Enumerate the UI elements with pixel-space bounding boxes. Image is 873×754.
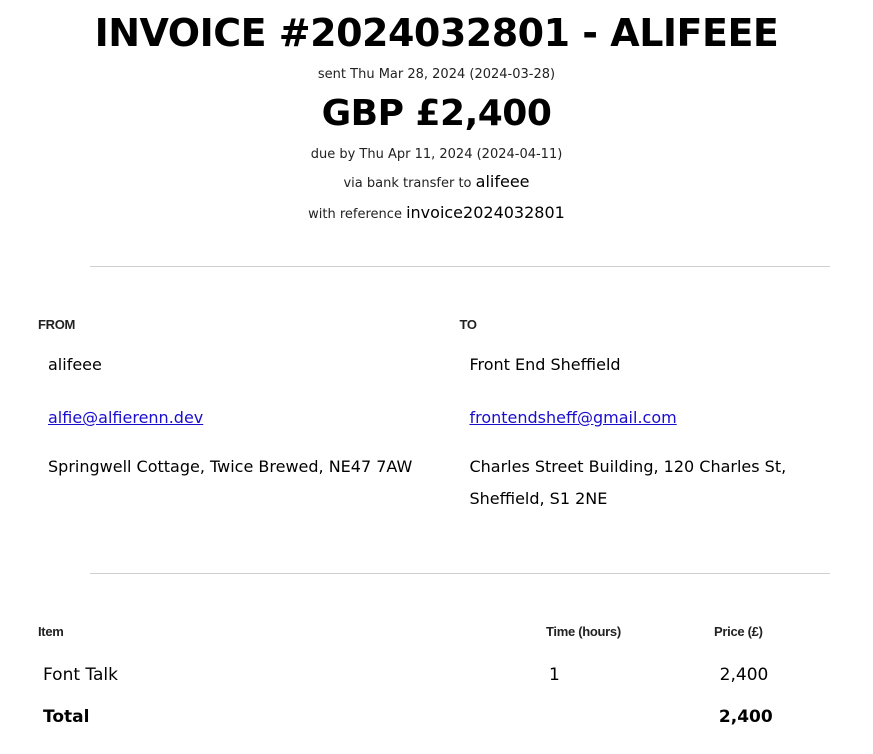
row-price: 2,400 [719,665,769,685]
divider-top [90,266,830,267]
divider-middle [90,573,830,574]
to-email-link[interactable]: frontendsheff@gmail.com [469,408,677,427]
parties-section [38,315,858,515]
from-heading: FROM [38,317,76,332]
total-row [38,706,838,728]
payment-account: alifeee [475,172,530,191]
header-item: Item [38,624,64,639]
to-party [459,315,858,515]
to-address: Charles Street Building, 120 Charles St, Sheffield, S1 2NE [469,457,787,508]
to-name: Front End Sheffield [469,355,621,374]
total-label: Total [43,707,90,727]
from-email [38,408,459,428]
payment-reference [0,204,873,224]
table-row [38,664,838,686]
row-item: Font Talk [43,665,118,685]
from-address: Springwell Cottage, Twice Brewed, NE47 7AW [48,457,413,476]
header-price: Price (£) [714,624,763,639]
invoice-amount: GBP £2,400 [321,93,552,134]
reference-label: with reference [308,207,402,222]
reference-value: invoice2024032801 [406,203,565,222]
to-heading: TO [459,317,477,332]
items-table [38,620,838,728]
due-date: due by Thu Apr 11, 2024 (2024-04-11) [310,147,563,162]
invoice-title: INVOICE #2024032801 - ALIFEEE [94,11,779,55]
payment-method [0,173,873,193]
from-name: alifeee [48,355,102,374]
from-email-link[interactable]: alfie@alfierenn.dev [48,408,204,427]
from-party [38,315,459,515]
header-time: Time (hours) [546,624,621,639]
total-value: 2,400 [718,707,773,727]
row-time: 1 [548,665,560,685]
items-header-row [38,620,838,644]
to-email [459,408,858,428]
invoice-header [0,0,873,224]
payment-method-label: via bank transfer to [343,176,472,191]
sent-date: sent Thu Mar 28, 2024 (2024-03-28) [317,67,556,82]
total-time-empty [547,706,714,728]
